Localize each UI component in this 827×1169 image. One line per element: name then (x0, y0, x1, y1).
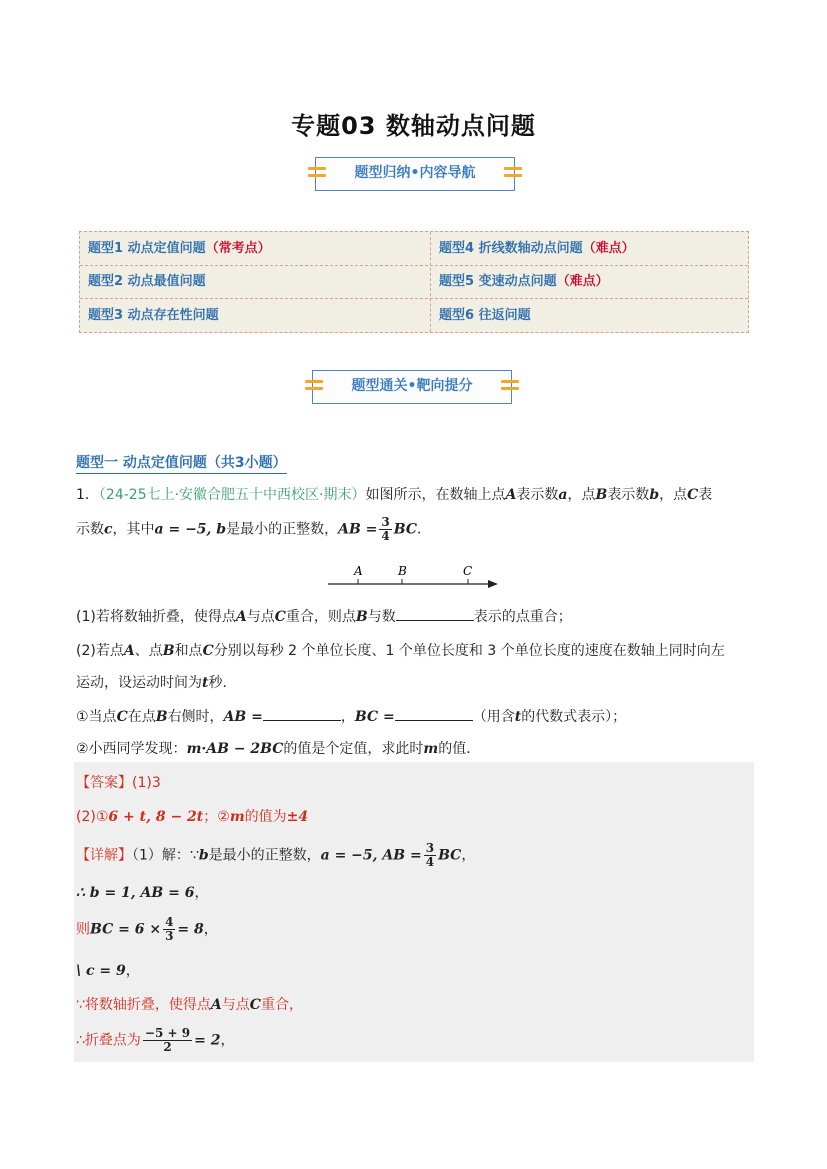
nav-item-3[interactable]: 题型3 动点存在性问题 (88, 308, 219, 323)
nav-item-1[interactable]: 题型1 动点定值问题（常考点） (88, 241, 271, 256)
detail-line-6: ∴折叠点为 $\frac{-5 + 9}{2}$ = 2， (76, 1026, 235, 1054)
section-heading: 题型一 动点定值问题（共3小题） (76, 452, 287, 474)
part-2-cont: 运动，设运动时间为t秒． (76, 675, 237, 691)
label-a: A (354, 564, 363, 578)
subpart-1: ①当点C在点B右侧时，AB = ，BC = （用含t的代数式表示）； (76, 709, 627, 725)
nav-item-2[interactable]: 题型2 动点最值问题 (88, 274, 206, 289)
page-title: 专题03 数轴动点问题 (291, 112, 536, 140)
question-source: （24-25七上·安徽合肥五十中西校区·期末） (98, 487, 366, 503)
fraction: $\frac{-5 + 9}{2}$ (144, 1026, 191, 1054)
detail-line-4: \ c = 9， (76, 963, 140, 979)
nav-item-4[interactable]: 题型4 折线数轴动点问题（难点） (439, 241, 635, 256)
topic-nav-table (79, 231, 749, 333)
banner-left-icon (305, 380, 323, 394)
nav-banner (315, 157, 515, 191)
answer-blank[interactable] (263, 708, 341, 721)
detail-line-2: ∴ b = 1, AB = 6， (76, 885, 209, 901)
detail-line-3: 则BC = 6 × $\frac{4}{3}$ = 8， (76, 915, 218, 943)
banner-left-icon (308, 167, 326, 181)
fraction: $\frac{4}{3}$ (165, 915, 174, 943)
answer-blank[interactable] (395, 708, 473, 721)
banner-text: 题型通关•靶向提分 (351, 378, 473, 394)
number-line-diagram (326, 560, 506, 590)
question-line-2: 示数c，其中a = −5, b是最小的正整数，AB = $\frac{3}{4}$ BC． (76, 515, 432, 543)
subpart-2: ②小西同学发现：m·AB − 2BC的值是个定值，求此时m的值． (76, 741, 481, 757)
part-1: (1)若将数轴折叠，使得点A与点C重合，则点B与数 表示的点重合； (76, 609, 572, 625)
banner-text: 题型归纳•内容导航 (354, 165, 476, 181)
answer-line-2: (2)①6 + t, 8 − 2t；②m的值为±4 (76, 809, 309, 825)
divider (430, 232, 431, 332)
detail-line-1: 【详解】（1）解：∵b是最小的正整数，a = −5, AB = $\frac{3}{4}$ BC， (76, 841, 476, 869)
axis-arrow-icon (488, 580, 498, 588)
answer-line-1: 【答案】(1)3 (76, 775, 161, 791)
fraction: $\frac{3}{4}$ (381, 515, 390, 543)
detail-line-5: ∵将数轴折叠，使得点A与点C重合， (76, 997, 303, 1013)
part-2: (2)若点A、点B和点C分别以每秒 2 个单位长度、1 个单位长度和 3 个单位长度的速度在数轴上同时向左 (76, 643, 725, 659)
banner-right-icon (504, 167, 522, 181)
question-line-1: 1．（24-25七上·安徽合肥五十中西校区·期末）如图所示，在数轴上点A表示数a，点B表示数b，点C表 (76, 487, 713, 503)
practice-banner (312, 370, 512, 404)
nav-item-5[interactable]: 题型5 变速动点问题（难点） (439, 274, 609, 289)
answer-blank[interactable] (396, 608, 474, 621)
fraction: $\frac{3}{4}$ (425, 841, 435, 869)
nav-item-6[interactable]: 题型6 往返问题 (439, 308, 531, 323)
label-c: C (463, 564, 473, 578)
label-b: B (398, 564, 407, 578)
banner-right-icon (501, 380, 519, 394)
